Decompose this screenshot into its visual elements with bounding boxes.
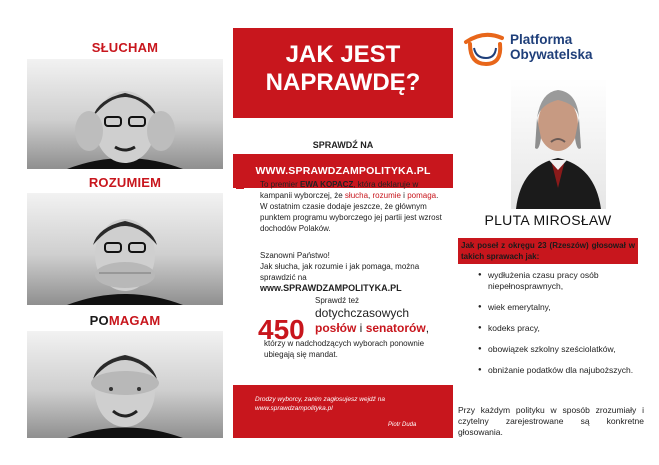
party-name: Platforma Obywatelska [510,32,593,62]
panel-label-pomagam: POMAGAM [89,313,161,328]
party-logo [462,28,642,68]
count-line-2: posłów i senatorów, [315,321,430,335]
list-item: ● obowiązek szkolny sześciolatków, [478,344,653,355]
quote-signature: Piotr Duda [388,422,417,428]
panel-label-slucham: SŁUCHAM [91,40,159,55]
po-logo-icon [462,28,506,68]
woman-covering-eyes-figure [27,331,223,438]
photo-panel-slucham [27,59,223,169]
closing-paragraph: Szanowni Państwo! Jak słucha, jak rozumie i jak pomaga, można sprawdzić na www.SPRAWDZAMPOLITYKA.PL [260,250,450,294]
candidate-portrait-figure [511,78,606,209]
check-on-label: SPRAWDŹ NA [312,140,374,150]
greeting: Szanowni Państwo! [260,251,330,260]
issues-list [478,270,653,386]
woman-covering-mouth-figure [27,193,223,305]
photo-panel-rozumiem [27,193,223,305]
headline [233,41,453,97]
woman-covering-ears-figure [27,59,223,169]
headline-line-1: JAK JEST [285,41,401,68]
quote-text: Drodzy wyborcy, zanim zagłosujesz wejdź na www.sprawdzampolityka.pl [255,396,385,412]
count-description: którzy w nadchodzących wyborach ponownie ubiegają się mandat. [264,339,425,359]
list-item: ● wiek emerytalny, [478,302,653,313]
headline-box [233,28,453,118]
panel-label-rozumiem: ROZUMIEM [88,175,162,190]
list-item: ● kodeks pracy, [478,323,653,334]
count-number: 450 [258,314,305,345]
photo-panel-pomagam [27,331,223,438]
list-item: ● obniżanie podatków dla najuboższych. [478,365,653,376]
list-item: ● wydłużenia czasu pracy osób niepełnosprawnych, [478,270,653,292]
bullet-square [236,181,244,189]
candidate-name: PLUTA MIROSŁAW [484,212,612,228]
footer-note: Przy każdym polityku w sposób zrozumiały i czytelny zarejestrowane są konkretne głosowania. [458,405,644,437]
intro-paragraph: To premier EWA KOPACZ, która deklaruje w kampanii wyborczej, że słucha, rozumie i pomaga. W ostatnim czasie dodaje jeszcze, że głównym punktem programu wyborczego jej partii jest wzrost dochodów Polaków. [260,180,442,233]
count-line-1: dotychczasowych [315,306,410,320]
quote-box [233,385,453,438]
headline-line-2: NAPRAWDĘ? [265,69,421,96]
count-top-label: Sprawdź też [315,296,360,305]
politician-count-block [258,296,453,366]
candidate-photo [511,78,606,209]
closing-url[interactable]: www.SPRAWDZAMPOLITYKA.PL [260,283,402,293]
voting-record-banner-text: Jak poseł z okręgu 23 (Rzeszów) głosował w takich sprawach jak: [461,241,635,261]
middle-column [233,28,453,438]
voting-record-banner [458,238,638,264]
website-link[interactable]: WWW.SPRAWDZAMPOLITYKA.PL [255,165,431,177]
left-photo-column [27,33,223,438]
